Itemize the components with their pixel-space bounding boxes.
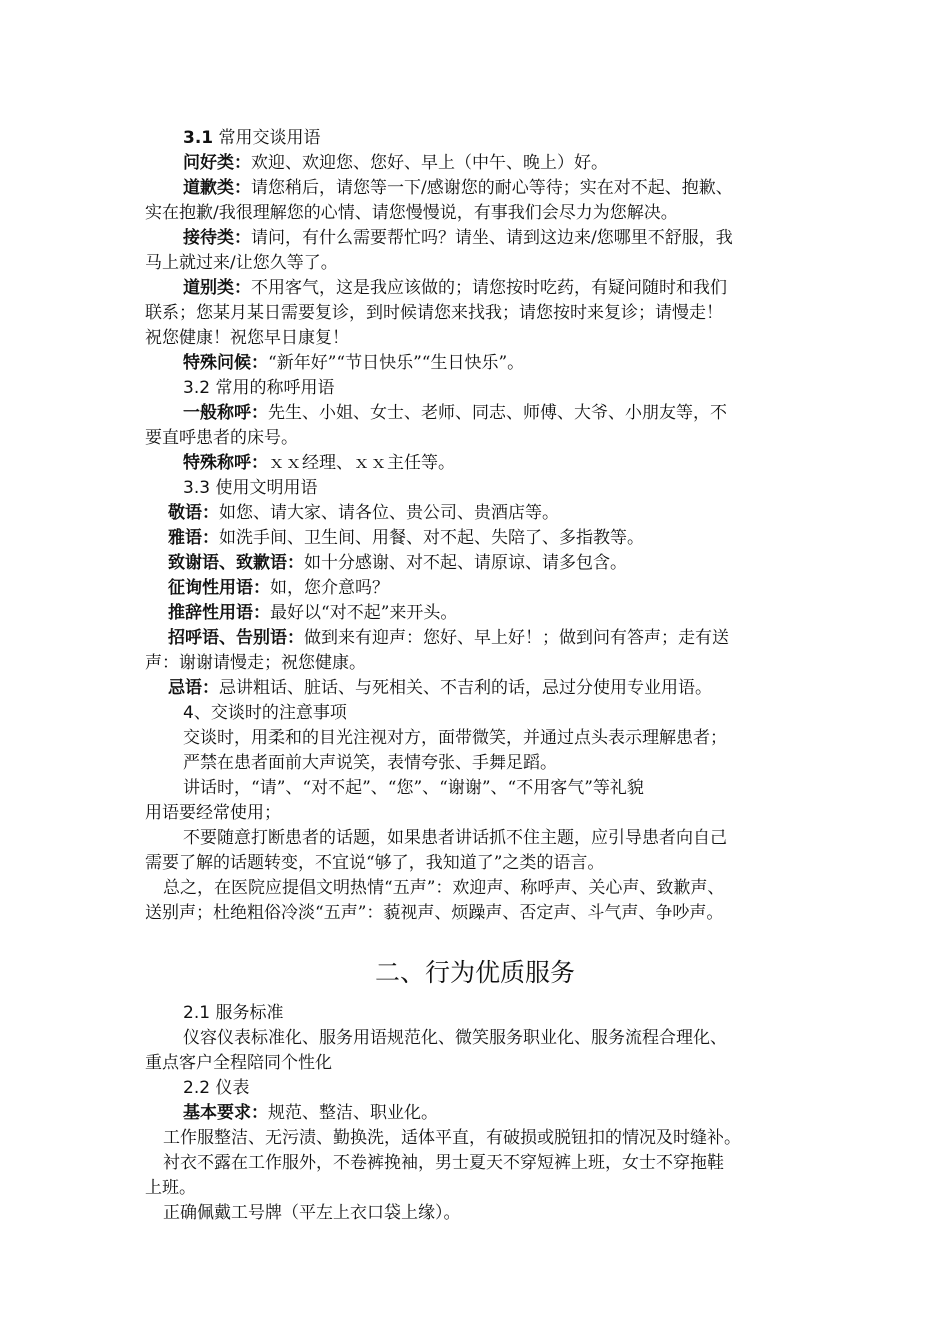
greet-text: 欢迎、欢迎您、您好、早上（中午、晚上）好。 <box>251 153 608 173</box>
section-number: 3.1 <box>183 128 214 148</box>
general-address-label: 一般称呼： <box>183 403 268 423</box>
farewell-text-1: 不用客气，这是我应该做的；请您按时吃药，有疑问随时和我们 <box>251 278 727 298</box>
section-3-2-heading: 3.2 常用的称呼用语 <box>183 378 335 398</box>
honorific-label: 敬语： <box>168 503 219 523</box>
basic-requirement-text: 规范、整洁、职业化。 <box>268 1103 438 1123</box>
reception-line-1 <box>0 227 950 249</box>
farewell-line-3: 祝您健康！祝您早日康复！ <box>145 328 349 348</box>
section-2-1-line-1: 仪容仪表标准化、服务用语规范化、微笑服务职业化、服务流程合理化、 <box>183 1028 727 1048</box>
greeting-farewell-label: 招呼语、告别语： <box>168 628 304 648</box>
apology-line-1 <box>0 177 950 199</box>
greet-line <box>0 152 950 174</box>
special-greeting-text: “新年好”“节日快乐”“生日快乐”。 <box>268 353 525 373</box>
taboo-label: 忌语： <box>168 678 219 698</box>
apology-label: 道歉类： <box>183 178 251 198</box>
section-4-para-3-line-2: 用语要经常使用； <box>145 803 281 823</box>
decline-label: 推辞性用语： <box>168 603 270 623</box>
section-3-3-heading: 3.3 使用文明用语 <box>183 478 318 498</box>
section-4-para-2: 严禁在患者面前大声说笑，表情夸张、手舞足蹈。 <box>183 753 557 773</box>
taboo-text: 忌讲粗话、脏话、与死相关、不吉利的话，忌过分使用专业用语。 <box>219 678 712 698</box>
thanks-line <box>0 552 950 574</box>
elegant-text: 如洗手间、卫生间、用餐、对不起、失陪了、多指教等。 <box>219 528 644 548</box>
part-2-title: 二、行为优质服务 <box>374 958 575 987</box>
taboo-line <box>0 677 950 699</box>
inquiry-label: 征询性用语： <box>168 578 270 598</box>
appearance-para-2-line-1: 衬衣不露在工作服外，不卷裤挽袖，男士夏天不穿短裤上班，女士不穿拖鞋 <box>163 1153 724 1173</box>
appearance-para-1: 工作服整洁、无污渍、勤换洗，适体平直，有破损或脱钮扣的情况及时缝补。 <box>163 1128 741 1148</box>
special-greeting-label: 特殊问候： <box>183 353 268 373</box>
greeting-farewell-line-2: 声：谢谢请慢走；祝您健康。 <box>145 653 366 673</box>
inquiry-text: 如，您介意吗？ <box>270 578 389 598</box>
basic-requirement-label: 基本要求： <box>183 1103 268 1123</box>
elegant-label: 雅语： <box>168 528 219 548</box>
section-4-para-5-line-2: 送别声；杜绝粗俗冷淡“五声”：藐视声、烦躁声、否定声、斗气声、争吵声。 <box>145 903 724 923</box>
honorific-line <box>0 502 950 524</box>
section-2-1-heading: 2.1 服务标准 <box>183 1003 284 1023</box>
greeting-farewell-text-1: 做到来有迎声：您好、早上好！；做到问有答声；走有送 <box>304 628 729 648</box>
special-address-line <box>0 452 950 474</box>
farewell-line-1 <box>0 277 950 299</box>
special-address-label: 特殊称呼： <box>183 453 268 473</box>
section-4-para-4-line-1: 不要随意打断患者的话题，如果患者讲话抓不住主题，应引导患者向自己 <box>183 828 727 848</box>
general-address-text-1: 先生、小姐、女士、老师、同志、师傅、大爷、小朋友等，不 <box>268 403 727 423</box>
section-2-1-line-2: 重点客户全程陪同个性化 <box>145 1053 332 1073</box>
appearance-para-3: 正确佩戴工号牌（平左上衣口袋上缘）。 <box>163 1203 461 1223</box>
general-address-line-2: 要直呼患者的床号。 <box>145 428 298 448</box>
thanks-label: 致谢语、致歉语： <box>168 553 304 573</box>
general-address-line-1 <box>0 402 950 424</box>
section-2-2-heading: 2.2 仪表 <box>183 1078 250 1098</box>
honorific-text: 如您、请大家、请各位、贵公司、贵酒店等。 <box>219 503 559 523</box>
reception-line-2: 马上就过来/让您久等了。 <box>145 253 338 273</box>
section-4-heading: 4、交谈时的注意事项 <box>183 703 347 723</box>
section-title: 常用交谈用语 <box>218 128 321 148</box>
section-4-para-3-line-1: 讲话时，“请”、“对不起”、“您”、“谢谢”、“不用客气”等礼貌 <box>183 778 644 798</box>
farewell-label: 道别类： <box>183 278 251 298</box>
special-address-text: ｘｘ经理、ｘｘ主任等。 <box>268 453 455 473</box>
greeting-farewell-line-1 <box>0 627 950 649</box>
apology-line-2: 实在抱歉/我很理解您的心情、请您慢慢说，有事我们会尽力为您解决。 <box>145 203 678 223</box>
reception-label: 接待类： <box>183 228 251 248</box>
appearance-para-2-line-2: 上班。 <box>145 1178 196 1198</box>
greet-label: 问好类： <box>183 153 251 173</box>
decline-text: 最好以“对不起”来开头。 <box>270 603 458 623</box>
reception-text-1: 请问，有什么需要帮忙吗？请坐、请到这边来/您哪里不舒服，我 <box>251 228 733 248</box>
thanks-text: 如十分感谢、对不起、请原谅、请多包含。 <box>304 553 627 573</box>
inquiry-line <box>0 577 950 599</box>
farewell-line-2: 联系；您某月某日需要复诊，到时候请您来找我；请您按时来复诊；请慢走！ <box>145 303 723 323</box>
basic-requirement-line <box>0 1102 950 1124</box>
decline-line <box>0 602 950 624</box>
section-4-para-1: 交谈时，用柔和的目光注视对方，面带微笑，并通过点头表示理解患者； <box>183 728 727 748</box>
section-3-1-heading <box>0 127 950 149</box>
section-4-para-4-line-2: 需要了解的话题转变，不宜说“够了，我知道了”之类的语言。 <box>145 853 605 873</box>
elegant-line <box>0 527 950 549</box>
special-greeting-line <box>0 352 950 374</box>
apology-text-1: 请您稍后，请您等一下/感谢您的耐心等待；实在对不起、抱歉、 <box>251 178 733 198</box>
section-4-para-5-line-1: 总之，在医院应提倡文明热情“五声”：欢迎声、称呼声、关心声、致歉声、 <box>163 878 725 898</box>
